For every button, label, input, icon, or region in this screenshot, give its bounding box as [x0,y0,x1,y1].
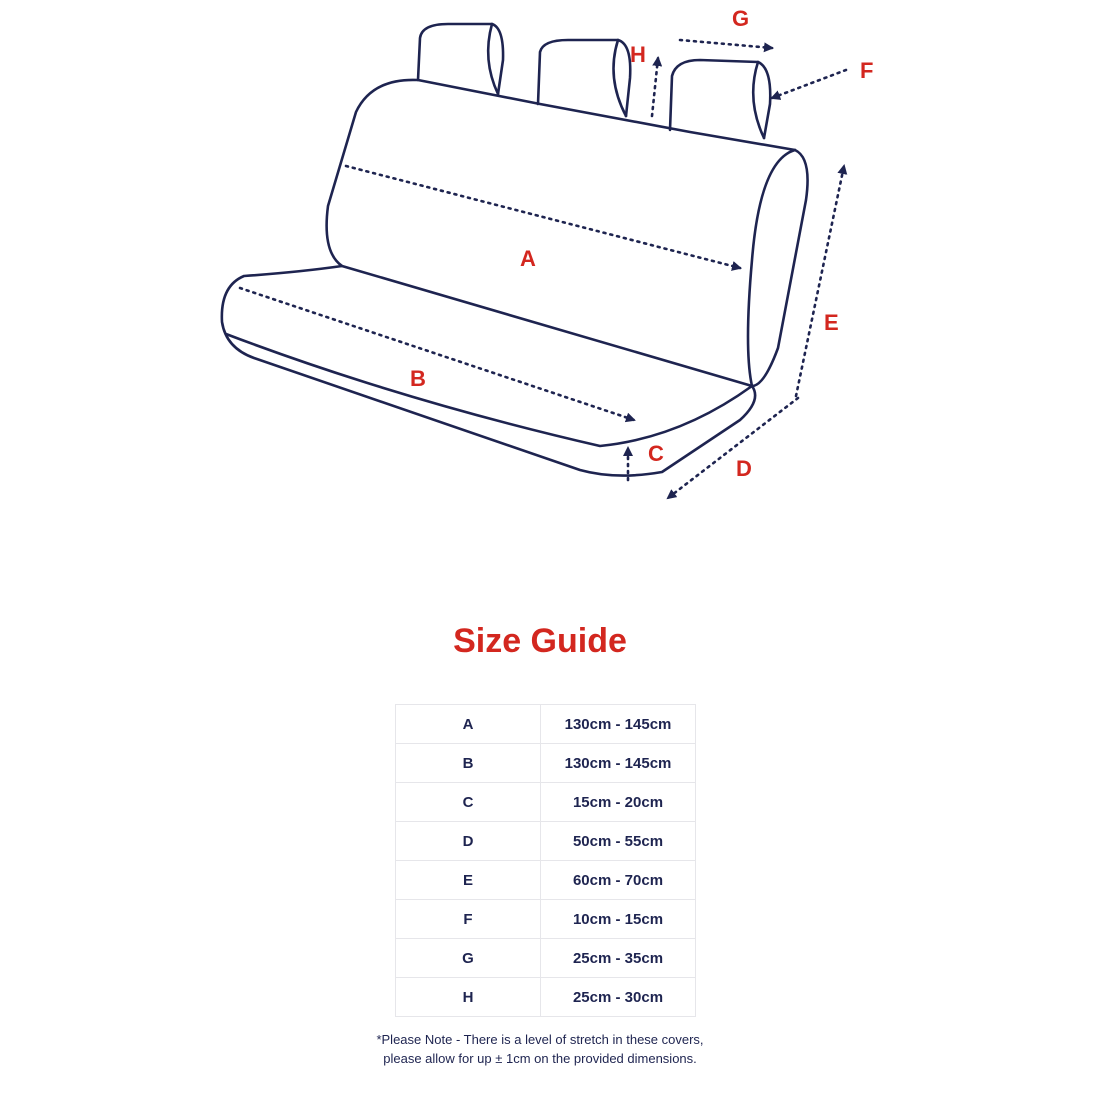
dimension-letter: C [396,783,541,822]
dimension-e-arrow [796,166,844,396]
dimension-label-d: D [736,456,752,481]
dimension-d-arrow [668,398,798,498]
dimension-label-c: C [648,441,664,466]
dimension-range: 130cm - 145cm [541,705,696,744]
dimension-letter: A [396,705,541,744]
stretch-note-line-1: *Please Note - There is a level of stretch in these covers, [376,1032,704,1047]
dimension-label-h: H [630,42,646,67]
dimension-label-a: A [520,246,536,271]
dimension-g-arrow [680,40,772,48]
dimension-label-e: E [824,310,839,335]
dimension-letter: D [396,822,541,861]
table-row [396,783,696,822]
backrest-side-panel [748,150,795,386]
table-row [396,822,696,861]
dimension-letter: F [396,900,541,939]
seat-front-edge [226,334,752,446]
stretch-note-line-2: please allow for up ± 1cm on the provided dimensions. [383,1051,697,1066]
dimension-label-g: G [732,6,750,31]
dimension-range: 25cm - 35cm [541,939,696,978]
dimension-label-b: B [410,366,426,391]
dimension-b-arrow [240,288,634,420]
size-guide-table [395,704,696,1017]
backrest-outline [327,80,808,386]
size-guide-title: Size Guide [453,622,627,660]
dimension-range: 25cm - 30cm [541,978,696,1017]
dimension-range: 50cm - 55cm [541,822,696,861]
dimension-h-arrow [652,58,658,116]
table-row [396,744,696,783]
table-row [396,900,696,939]
table-row [396,861,696,900]
table-row [396,978,696,1017]
dimension-f-arrow [772,70,846,98]
dimension-letter: B [396,744,541,783]
dimension-range: 60cm - 70cm [541,861,696,900]
stretch-note [0,1030,1080,1068]
dimension-letter: H [396,978,541,1017]
dimension-range: 130cm - 145cm [541,744,696,783]
dimension-letter: E [396,861,541,900]
table-row [396,939,696,978]
dimension-range: 10cm - 15cm [541,900,696,939]
dimension-letter: G [396,939,541,978]
dimension-range: 15cm - 20cm [541,783,696,822]
dimension-a-arrow [346,166,740,268]
dimension-label-f: F [860,58,874,83]
table-row [396,705,696,744]
